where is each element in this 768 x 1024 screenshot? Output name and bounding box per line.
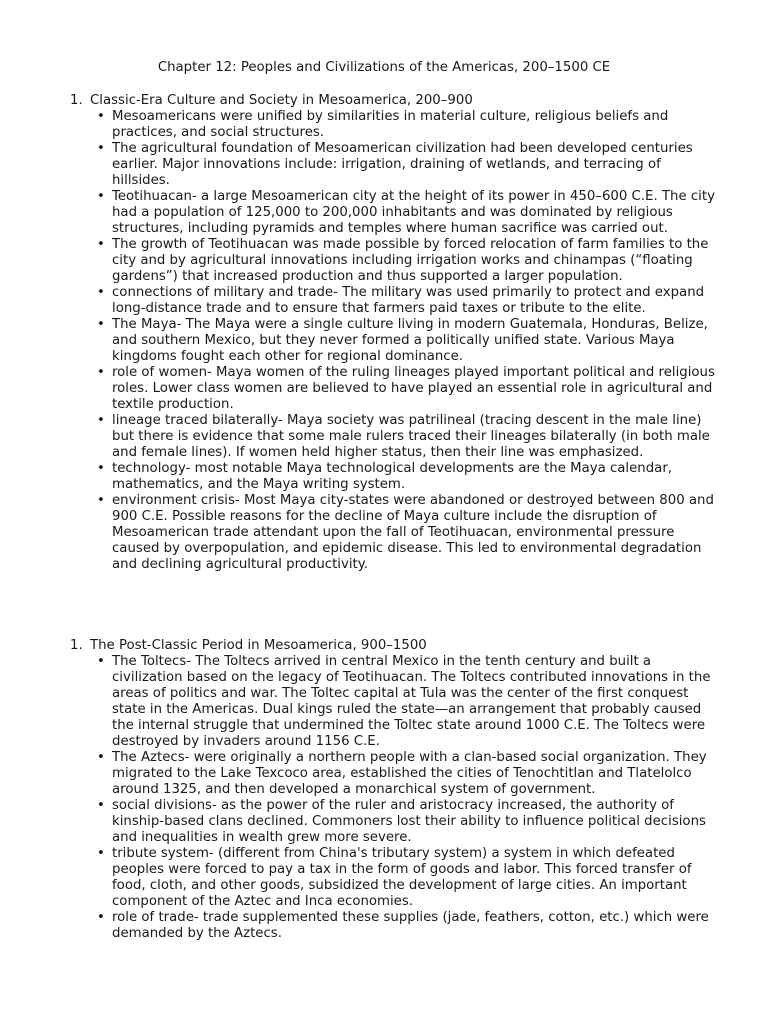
bullet-item: • The Aztecs- were originally a northern people with a clan-based social organization. They migrated to the Lake Texcoco area, established the cities of Tenochtitlan and Tlatelolco around 1325, and then developed a monarchical system of government. <box>70 750 720 798</box>
bullet-item: • The Toltecs- The Toltecs arrived in central Mexico in the tenth century and built a civilization based on the legacy of Teotihuacan. The Toltecs contributed innovations in the areas of politics and war. The Toltec capital at Tula was the center of the first conquest state in the Americas. Dual kings ruled the state—an arrangement that probably caused the internal struggle that undermined the Toltec state around 1000 C.E. The Toltecs were destroyed by invaders around 1156 C.E. <box>70 654 720 750</box>
section-heading-text: The Post-Classic Period in Mesoamerica, 900–1500 <box>90 638 427 653</box>
bullet-item: • role of trade- trade supplemented these supplies (jade, feathers, cotton, etc.) which were demanded by the Aztecs. <box>70 910 720 942</box>
section-heading <box>70 638 720 654</box>
bullet-item: • technology- most notable Maya technological developments are the Maya calendar, mathematics, and the Maya writing system. <box>70 461 720 493</box>
document-title: Chapter 12: Peoples and Civilizations of the Americas, 200–1500 CE <box>157 60 611 75</box>
bullet-item: • connections of military and trade- The military was used primarily to protect and expand long-distance trade and to ensure that farmers paid taxes or tribute to the elite. <box>70 285 720 317</box>
bullet-item: • Mesoamericans were unified by similarities in material culture, religious beliefs and practices, and social structures. <box>70 109 720 141</box>
bullet-list <box>70 654 720 942</box>
section-post-classic <box>70 638 720 942</box>
bullet-item: • lineage traced bilaterally- Maya society was patrilineal (tracing descent in the male line) but there is evidence that some male rulers traced their lineages bilaterally (in both male and female lines). If women held higher status, then their line was emphasized. <box>70 413 720 461</box>
section-number: 1. <box>70 638 83 653</box>
section-classic-era <box>70 93 720 573</box>
section-heading <box>70 93 720 109</box>
bullet-list <box>70 109 720 573</box>
bullet-item: • The growth of Teotihuacan was made possible by forced relocation of farm families to the city and by agricultural innovations including irrigation works and chinampas (“floating gardens”) that increased production and thus supported a larger population. <box>70 237 720 285</box>
bullet-item: • environment crisis- Most Maya city-states were abandoned or destroyed between 800 and 900 C.E. Possible reasons for the decline of Maya culture include the disruption of Mesoamerican trade attendant upon the fall of Teotihuacan, environmental pressure caused by overpopulation, and epidemic disease. This led to environmental degradation and declining agricultural productivity. <box>70 493 720 573</box>
section-number: 1. <box>70 93 83 108</box>
section-heading-text: Classic-Era Culture and Society in Mesoamerica, 200–900 <box>90 93 473 108</box>
bullet-item: • Teotihuacan- a large Mesoamerican city at the height of its power in 450–600 C.E. The city had a population of 125,000 to 200,000 inhabitants and was dominated by religious structures, including pyramids and temples where human sacrifice was carried out. <box>70 189 720 237</box>
bullet-item: • The Maya- The Maya were a single culture living in modern Guatemala, Honduras, Belize, and southern Mexico, but they never formed a politically unified state. Various Maya kingdoms fought each other for regional dominance. <box>70 317 720 365</box>
bullet-item: • social divisions- as the power of the ruler and aristocracy increased, the authority of kinship-based clans declined. Commoners lost their ability to influence political decisions and inequalities in wealth grew more severe. <box>70 798 720 846</box>
bullet-item: • role of women- Maya women of the ruling lineages played important political and religious roles. Lower class women are believed to have played an essential role in agricultural and textile production. <box>70 365 720 413</box>
bullet-item: • tribute system- (different from China's tributary system) a system in which defeated peoples were forced to pay a tax in the form of goods and labor. This forced transfer of food, cloth, and other goods, subsidized the development of large cities. An important component of the Aztec and Inca economies. <box>70 846 720 910</box>
bullet-item: • The agricultural foundation of Mesoamerican civilization had been developed centuries earlier. Major innovations include: irrigation, draining of wetlands, and terracing of hillsides. <box>70 141 720 189</box>
